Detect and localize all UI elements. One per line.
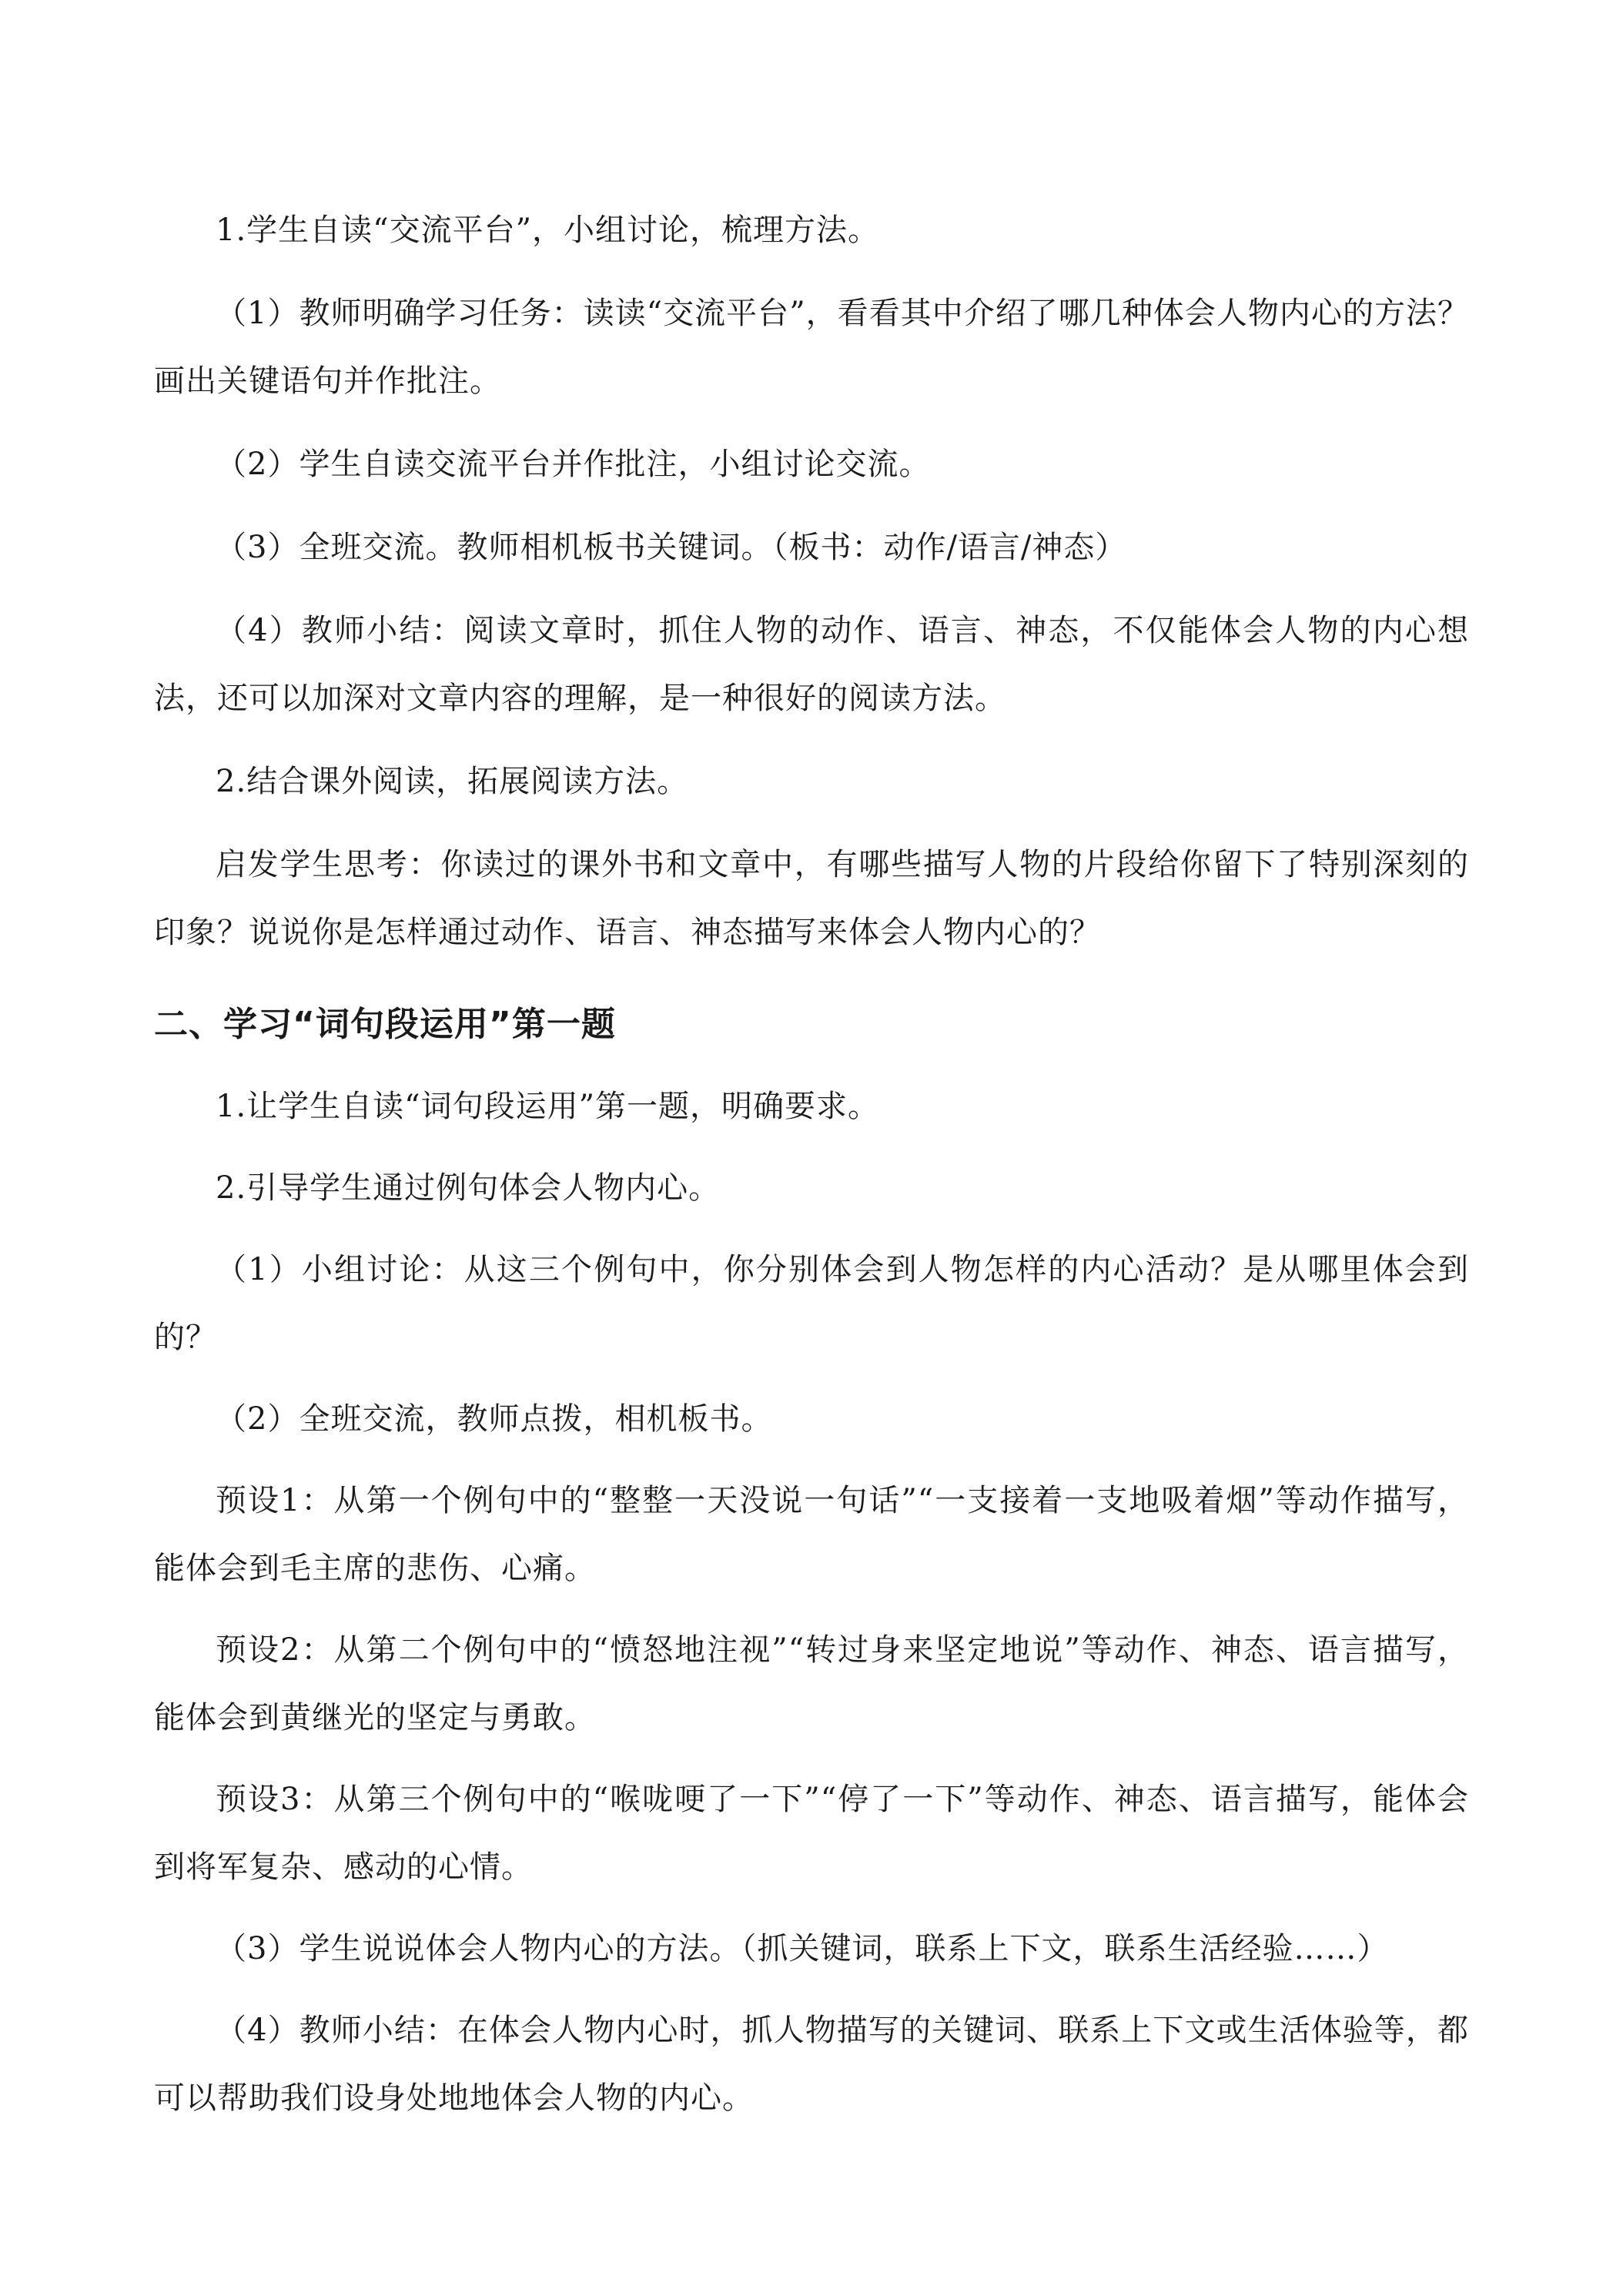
paragraph-self-read: （2）学生自读交流平台并作批注，小组讨论交流。 — [216, 447, 931, 482]
paragraph-step-2: 2.结合课外阅读，拓展阅读方法。 — [216, 764, 689, 799]
paragraph-class-exchange: （3）全班交流。教师相机板书关键词。（板书：动作/语言/神态） — [216, 530, 1127, 565]
paragraph-inspire: 启发学生思考：你读过的课外书和文章中，有哪些描写人物的片段给你留下了特别深刻的印象？说说你是怎样通过动作、语言、神态描写来体会人物内心的？ — [154, 847, 1469, 950]
paragraph-class-guidance: （2）全班交流，教师点拨，相机板书。 — [216, 1401, 773, 1437]
paragraph-s2-summary: （4）教师小结：在体会人物内心时，抓人物描写的关键词、联系上下文或生活体验等，都可以帮助我们设身处地地体会人物的内心。 — [154, 2013, 1469, 2116]
paragraph-task: （1）教师明确学习任务：读读“交流平台”，看看其中介绍了哪几种体会人物内心的方法？画出关键语句并作批注。 — [154, 296, 1469, 399]
section-heading: 二、学习“词句段运用”第一题 — [154, 1005, 616, 1044]
paragraph-preset-2: 预设2：从第二个例句中的“愤怒地注视”“转过身来坚定地说”等动作、神态、语言描写，能体会到黄继光的坚定与勇敢。 — [154, 1632, 1469, 1735]
paragraph-s2-step-2: 2.引导学生通过例句体会人物内心。 — [216, 1170, 721, 1206]
paragraph-step-1: 1.学生自读“交流平台”，小组讨论，梳理方法。 — [216, 213, 880, 248]
paragraph-preset-3: 预设3：从第三个例句中的“喉咙哽了一下”“停了一下”等动作、神态、语言描写，能体会到将军复杂、感动的心情。 — [154, 1782, 1469, 1885]
paragraph-preset-1: 预设1：从第一个例句中的“整整一天没说一句话”“一支接着一支地吸着烟”等动作描写，能体会到毛主席的悲伤、心痛。 — [154, 1483, 1469, 1586]
paragraph-s2-step-1: 1.让学生自读“词句段运用”第一题，明确要求。 — [216, 1089, 880, 1124]
paragraph-teacher-summary: （4）教师小结：阅读文章时，抓住人物的动作、语言、神态，不仅能体会人物的内心想法，还可以加深对文章内容的理解，是一种很好的阅读方法。 — [154, 613, 1469, 716]
paragraph-group-discussion: （1）小组讨论：从这三个例句中，你分别体会到人物怎样的内心活动？是从哪里体会到的？ — [154, 1252, 1469, 1355]
paragraph-methods: （3）学生说说体会人物内心的方法。（抓关键词，联系上下文，联系生活经验……） — [216, 1931, 1389, 1966]
document-page — [154, 196, 1469, 2132]
